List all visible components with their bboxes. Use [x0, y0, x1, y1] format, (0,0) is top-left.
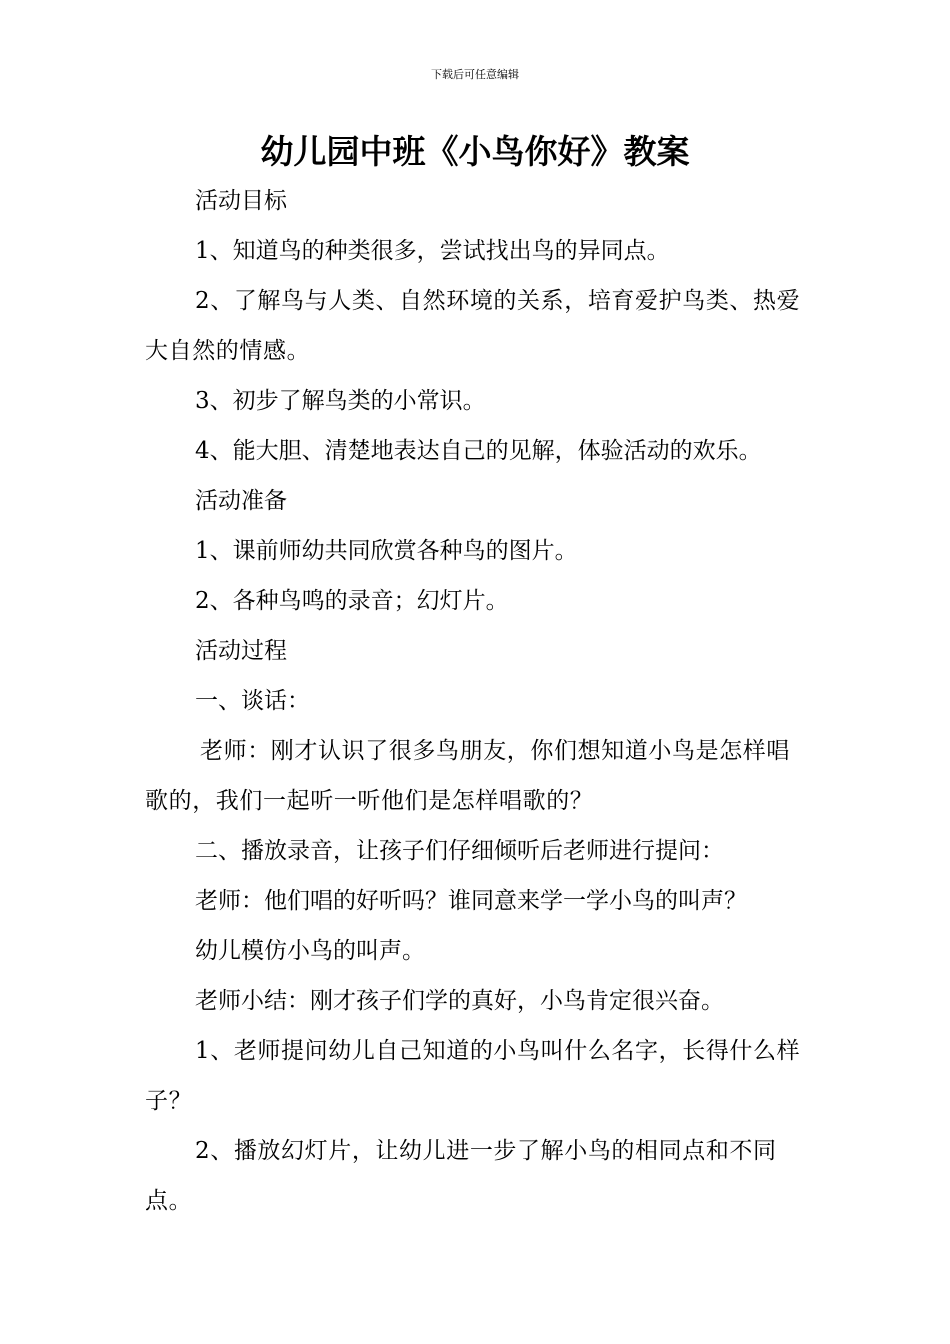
goal-item-4: 4、能大胆、清楚地表达自己的见解，体验活动的欢乐。 — [195, 438, 762, 464]
section-heading-goals: 活动目标 — [195, 188, 287, 214]
document-body — [145, 176, 813, 1226]
process-step-1: 一、谈话： — [195, 688, 310, 714]
goal-item-2: 2、了解鸟与人类、自然环境的关系，培育爱护鸟类、热爱大自然的情感。 — [145, 288, 801, 364]
section-heading-preparation: 活动准备 — [195, 488, 287, 514]
section-heading-process: 活动过程 — [195, 638, 287, 664]
goal-item-3: 3、初步了解鸟类的小常识。 — [195, 388, 486, 414]
process-step-2: 二、播放录音，让孩子们仔细倾听后老师进行提问： — [195, 838, 724, 864]
header-note: 下载后可任意编辑 — [431, 68, 519, 81]
teacher-dialogue-2: 老师：他们唱的好听吗？谁同意来学一学小鸟的叫声？ — [195, 888, 747, 914]
teacher-summary: 老师小结：刚才孩子们学的真好，小鸟肯定很兴奋。 — [195, 988, 724, 1014]
teacher-dialogue-1: 老师：刚才认识了很多鸟朋友，你们想知道小鸟是怎样唱歌的，我们一起听一听他们是怎样唱歌的？ — [145, 738, 790, 814]
goal-item-1: 1、知道鸟的种类很多，尝试找出鸟的异同点。 — [195, 238, 670, 264]
preparation-item-1: 1、课前师幼共同欣赏各种鸟的图片。 — [195, 538, 578, 564]
child-activity: 幼儿模仿小鸟的叫声。 — [195, 938, 425, 964]
document-title: 幼儿园中班《小鸟你好》教案 — [260, 132, 690, 171]
process-substep-1: 1、老师提问幼儿自己知道的小鸟叫什么名字，长得什么样子？ — [145, 1038, 801, 1114]
process-substep-2: 2、播放幻灯片，让幼儿进一步了解小鸟的相同点和不同点。 — [145, 1138, 777, 1214]
preparation-item-2: 2、各种鸟鸣的录音；幻灯片。 — [195, 588, 509, 614]
